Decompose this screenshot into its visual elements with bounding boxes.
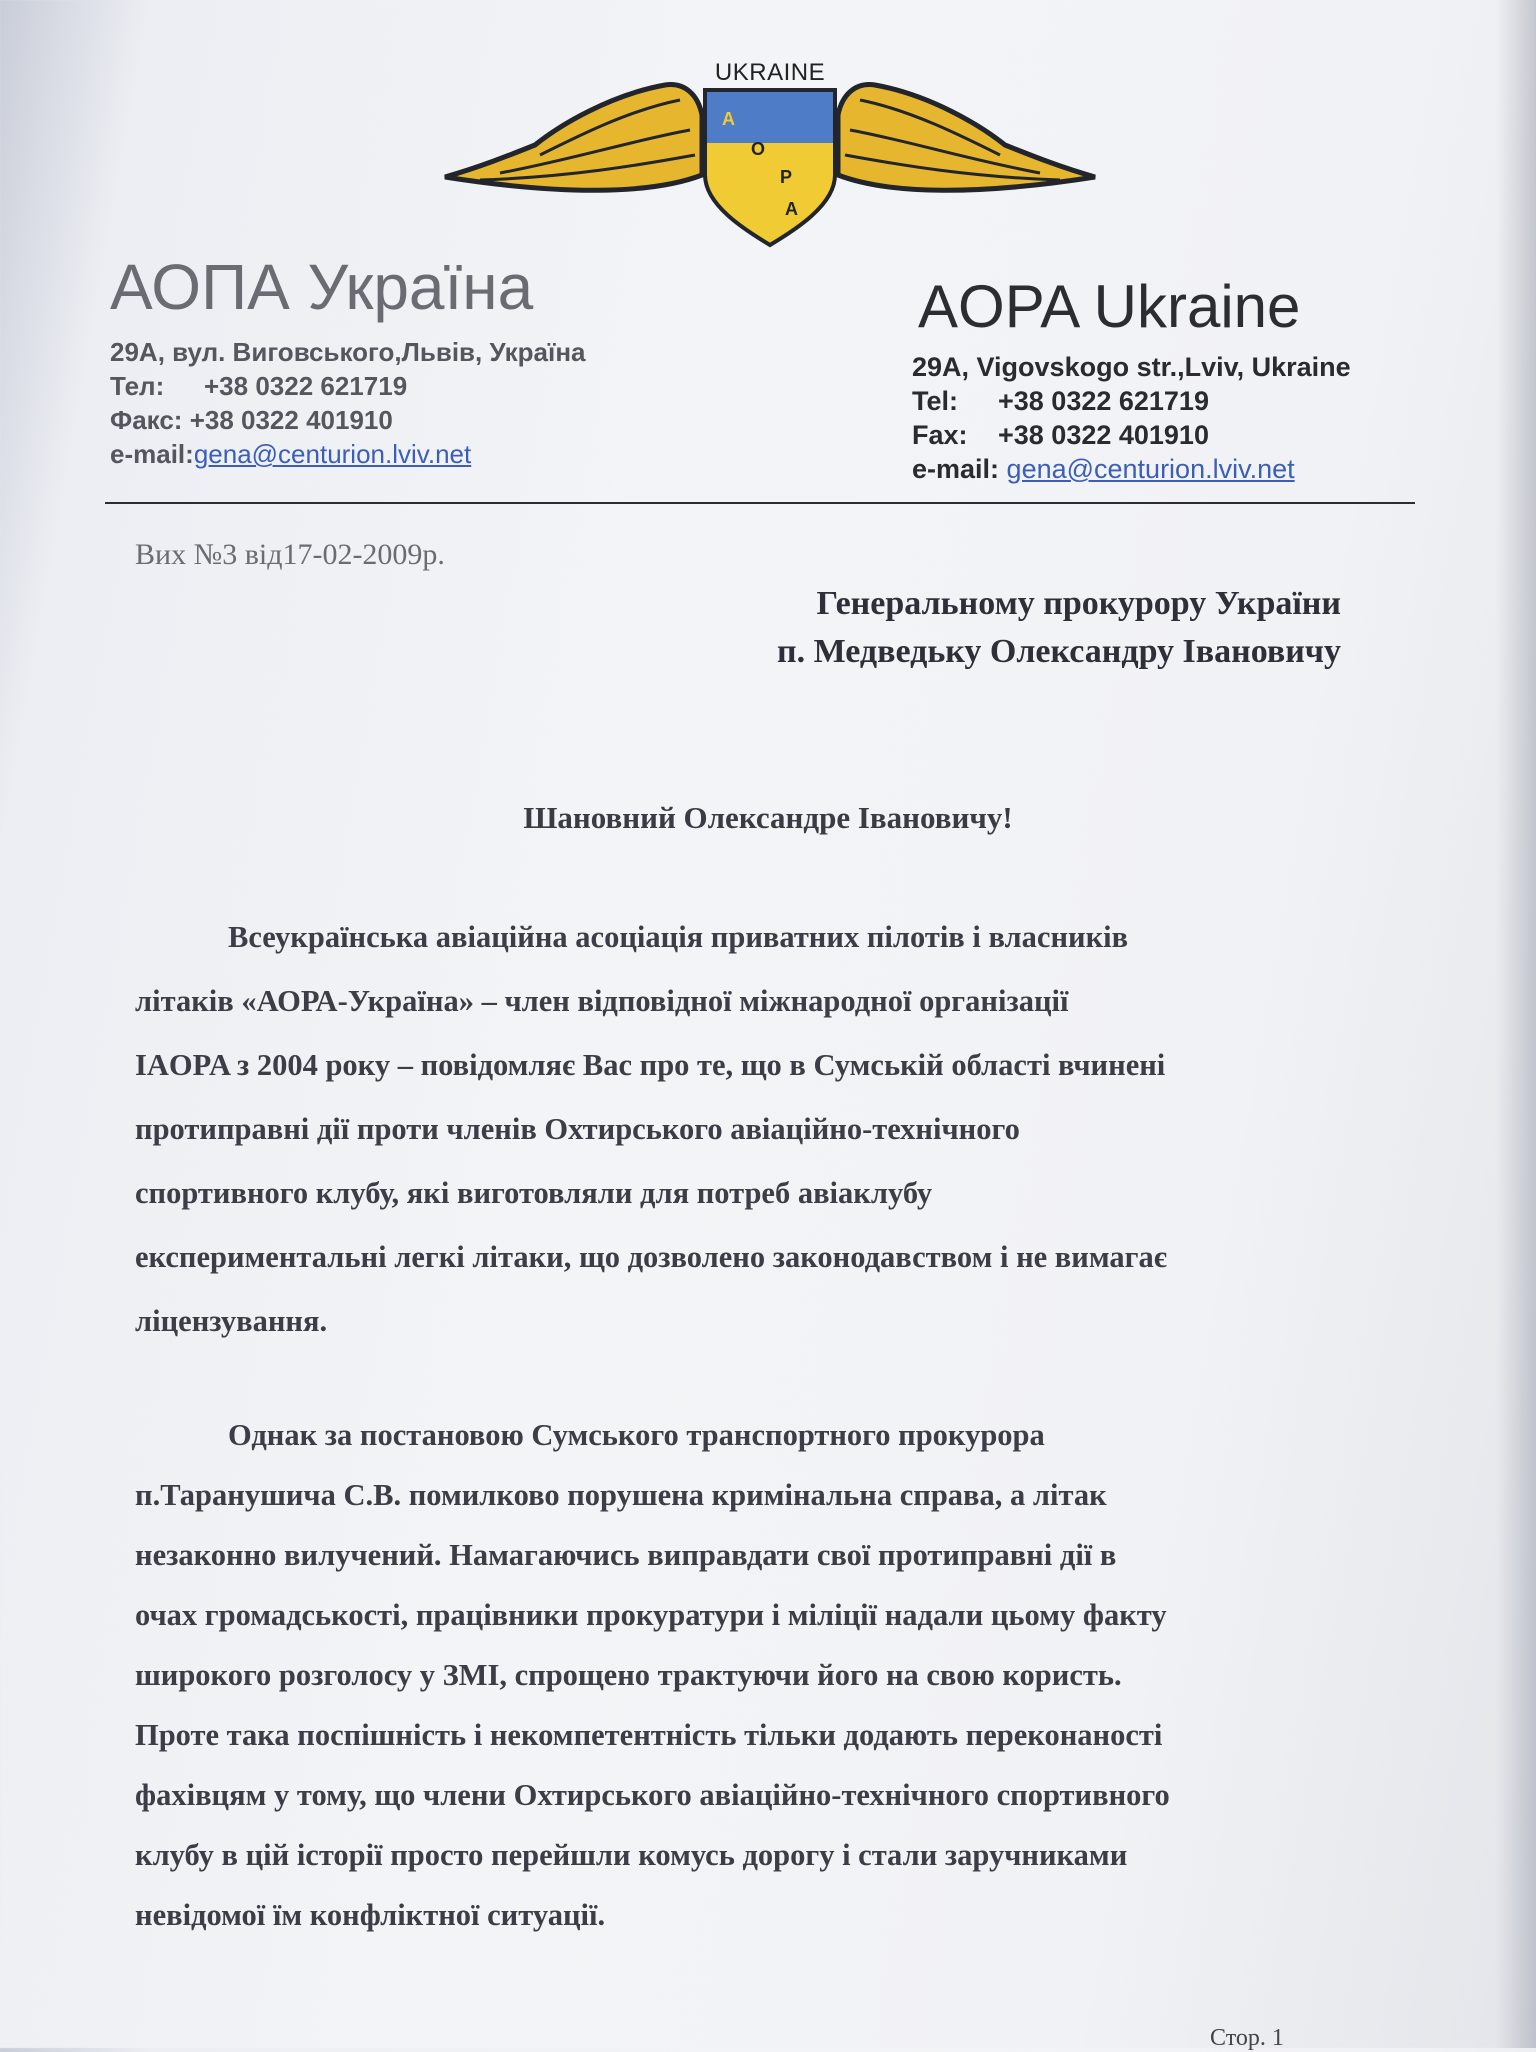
logo-text: UKRAINE xyxy=(714,59,826,86)
svg-text:A: A xyxy=(722,109,735,129)
text-line: п.Таранушича С.В. помилково порушена кримінальна справа, а літак xyxy=(135,1478,1107,1512)
phone-number: +38 0322 621719 xyxy=(998,386,1209,416)
text-line: експериментальні легкі літаки, що дозволено законодавством і не вимагає xyxy=(135,1240,1167,1274)
page-edge-shadow xyxy=(1496,0,1536,2048)
text-line: ліцензування. xyxy=(135,1304,328,1338)
contact-block-english xyxy=(912,350,1351,486)
fax-line-ukrainian xyxy=(110,403,586,437)
text-line: незаконно вилучений. Намагаючись виправдати свої протиправні дії в xyxy=(135,1538,1117,1572)
text-line: IAOPA з 2004 року – повідомляє Вас про те, що в Сумській області вчинені xyxy=(135,1048,1166,1082)
phone-label: Тел: xyxy=(110,371,165,401)
phone-number: +38 0322 621719 xyxy=(204,371,408,401)
email-label: e-mail: xyxy=(912,454,1000,484)
paragraph-1 xyxy=(135,905,1385,1353)
salutation: Шановний Олександре Івановичу! xyxy=(523,800,1013,835)
email-line-ukrainian xyxy=(110,437,586,471)
text-line: очах громадськості, працівники прокуратури і міліції надали цьому факту xyxy=(135,1598,1167,1632)
phone-line-english xyxy=(912,384,1351,418)
fax-number: +38 0322 401910 xyxy=(189,405,393,435)
fax-line-english xyxy=(912,418,1351,452)
page-number: Стор. 1 xyxy=(1210,2025,1284,2051)
outgoing-reference: Вих №3 від17-02-2009р. xyxy=(135,538,445,571)
fax-number: +38 0322 401910 xyxy=(998,420,1209,450)
text-line: літаків «АОРА-Україна» – член відповідної міжнародної організації xyxy=(135,984,1069,1018)
text-line: фахівцям у тому, що члени Охтирського авіаційно-технічного спортивного xyxy=(135,1778,1170,1812)
text-line: широкого розголосу у ЗМІ, спрощено трактуючи його на свою користь. xyxy=(135,1658,1122,1692)
paragraph-2 xyxy=(135,1405,1385,1945)
phone-line-ukrainian xyxy=(110,369,586,403)
org-name-ukrainian: АОПА Україна xyxy=(110,251,534,323)
addressee-block xyxy=(777,580,1341,676)
email-label: e-mail: xyxy=(110,439,194,469)
svg-text:A: A xyxy=(785,199,798,219)
fax-label: Факс: xyxy=(110,405,183,435)
contact-block-ukrainian xyxy=(110,335,586,471)
text-line: Однак за постановою Сумського транспортного прокурора xyxy=(228,1418,1045,1452)
fax-label: Fax: xyxy=(912,420,968,450)
address-ukrainian: 29А, вул. Виговського,Львів, Україна xyxy=(110,337,586,367)
email-link[interactable]: gena@centurion.lviv.net xyxy=(1006,454,1295,484)
text-line: протиправні дії проти членів Охтирського авіаційно-технічного xyxy=(135,1112,1020,1146)
svg-text:O: O xyxy=(751,139,766,159)
svg-text:P: P xyxy=(780,167,793,187)
header-divider xyxy=(105,502,1415,504)
email-line-english xyxy=(912,452,1351,486)
text-line: Всеукраїнська авіаційна асоціація приватних пілотів і власників xyxy=(228,920,1129,954)
address-english: 29A, Vigovskogo str.,Lviv, Ukraine xyxy=(912,352,1351,382)
email-link[interactable]: gena@centurion.lviv.net xyxy=(193,439,472,469)
text-line: невідомої їм конфліктної ситуації. xyxy=(135,1898,606,1932)
text-line: клубу в цій історії просто перейшли комусь дорогу і стали заручниками xyxy=(135,1838,1128,1872)
text-line: спортивного клубу, які виготовляли для потреб авіаклубу xyxy=(135,1176,933,1210)
text-line: Проте така поспішність і некомпетентність тільки додають переконаності xyxy=(135,1718,1163,1752)
aopa-wings-logo xyxy=(440,55,1100,250)
phone-label: Tel: xyxy=(912,386,958,416)
addressee-title: Генеральному прокурору України xyxy=(816,585,1341,622)
addressee-name: п. Медведьку Олександру Івановичу xyxy=(777,633,1341,670)
org-name-english: AOPA Ukraine xyxy=(918,273,1301,340)
